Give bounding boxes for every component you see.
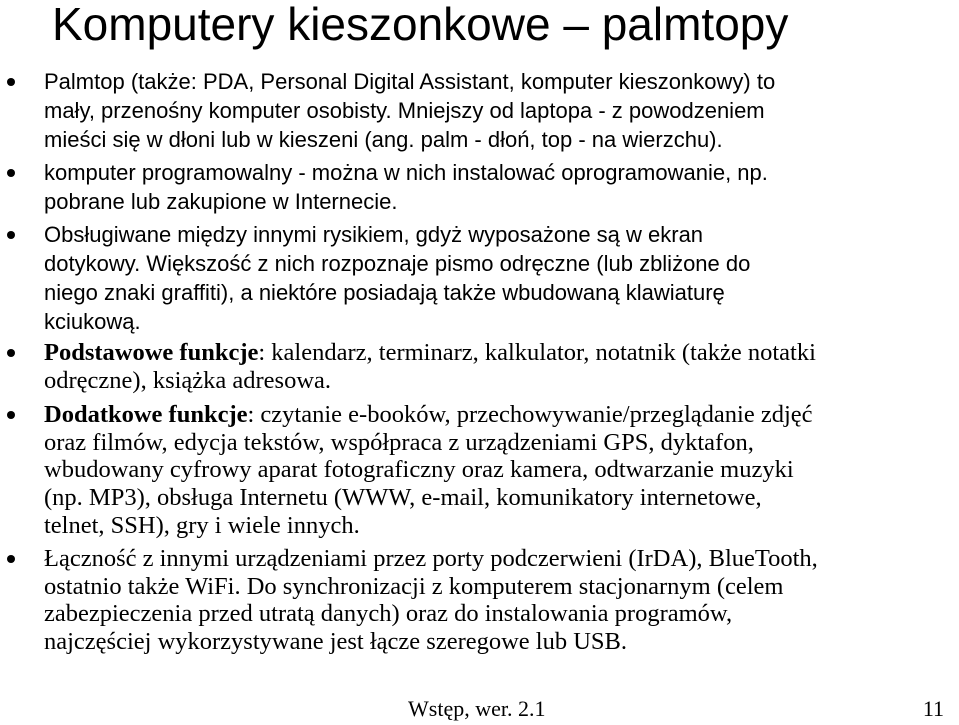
bullet-keyword: Podstawowe funkcje <box>44 339 259 366</box>
bullet-dot-icon <box>7 349 15 357</box>
bullet-line: dotykowy. Większość z nich rozpoznaje pismo odręczne (lub zbliżone do <box>44 251 751 276</box>
bullet-line-rest: : czytanie e-booków, przechowywanie/przeglądanie zdjęć <box>247 401 813 428</box>
bullet-item <box>44 158 956 216</box>
bullet-item <box>44 401 956 540</box>
bullet-line: Palmtop (także: PDA, Personal Digital Assistant, komputer kieszonkowy) to <box>44 69 776 94</box>
bullet-line: niego znaki graffiti), a niektóre posiadają także wbudowaną klawiaturę <box>44 280 725 305</box>
slide-title: Komputery kieszonkowe – palmtopy <box>52 0 789 50</box>
bullet-line <box>44 339 956 367</box>
bullet-item <box>44 220 956 336</box>
bullet-keyword: Dodatkowe funkcje <box>44 401 248 428</box>
bullet-line: najczęściej wykorzystywane jest łącze szeregowe lub USB. <box>44 628 628 656</box>
bullet-item <box>44 339 956 394</box>
bullet-line: Łączność z innymi urządzeniami przez porty podczerwieni (IrDA), BlueTooth, <box>44 545 818 572</box>
bullet-line: mieści się w dłoni lub w kieszeni (ang. palm - dłoń, top - na wierzchu). <box>44 127 723 152</box>
bullet-line: Obsługiwane między innymi rysikiem, gdyż wyposażone są w ekran <box>44 222 704 247</box>
bullet-dot-icon <box>7 78 15 86</box>
bullet-line: telnet, SSH), gry i wiele innych. <box>44 511 360 539</box>
bullet-line: mały, przenośny komputer osobisty. Mniejszy od laptopa - z powodzeniem <box>44 98 765 123</box>
bullet-text <box>44 158 956 216</box>
bullet-line <box>44 401 956 429</box>
bullet-line: ostatnio także WiFi. Do synchronizacji z komputerem stacjonarnym (celem <box>44 572 784 600</box>
bullet-line: kciukową. <box>44 309 141 334</box>
page-number: 11 <box>922 696 944 721</box>
bullet-item <box>44 67 956 154</box>
bullet-line: pobrane lub zakupione w Internecie. <box>44 189 398 214</box>
bullet-line: (np. MP3), obsługa Internetu (WWW, e-mail, komunikatory internetowe, <box>44 484 762 512</box>
bullet-dot-icon <box>7 231 15 239</box>
footer-text: Wstęp, wer. 2.1 <box>408 696 546 721</box>
bullet-text <box>44 339 956 394</box>
bullet-dot-icon <box>7 169 15 177</box>
bullet-line: odręczne), książka adresowa. <box>44 366 332 394</box>
bullet-dot-icon <box>7 555 15 563</box>
bullet-line: zabezpieczenia przed utratą danych) oraz do instalowania programów, <box>44 600 733 628</box>
bullet-text <box>44 67 956 154</box>
bullet-text <box>44 220 956 336</box>
bullet-line-rest: : kalendarz, terminarz, kalkulator, notatnik (także notatki <box>258 339 816 366</box>
bullet-dot-icon <box>7 411 15 419</box>
bullet-text <box>44 401 956 540</box>
bullet-item <box>44 545 956 656</box>
bullet-text <box>44 545 956 656</box>
bullet-line: wbudowany cyfrowy aparat fotograficzny oraz kamera, odtwarzanie muzyki <box>44 456 794 484</box>
bullet-line: komputer programowalny - można w nich instalować oprogramowanie, np. <box>44 160 768 185</box>
bullet-line: oraz filmów, edycja tekstów, współpraca z urządzeniami GPS, dyktafon, <box>44 428 754 456</box>
